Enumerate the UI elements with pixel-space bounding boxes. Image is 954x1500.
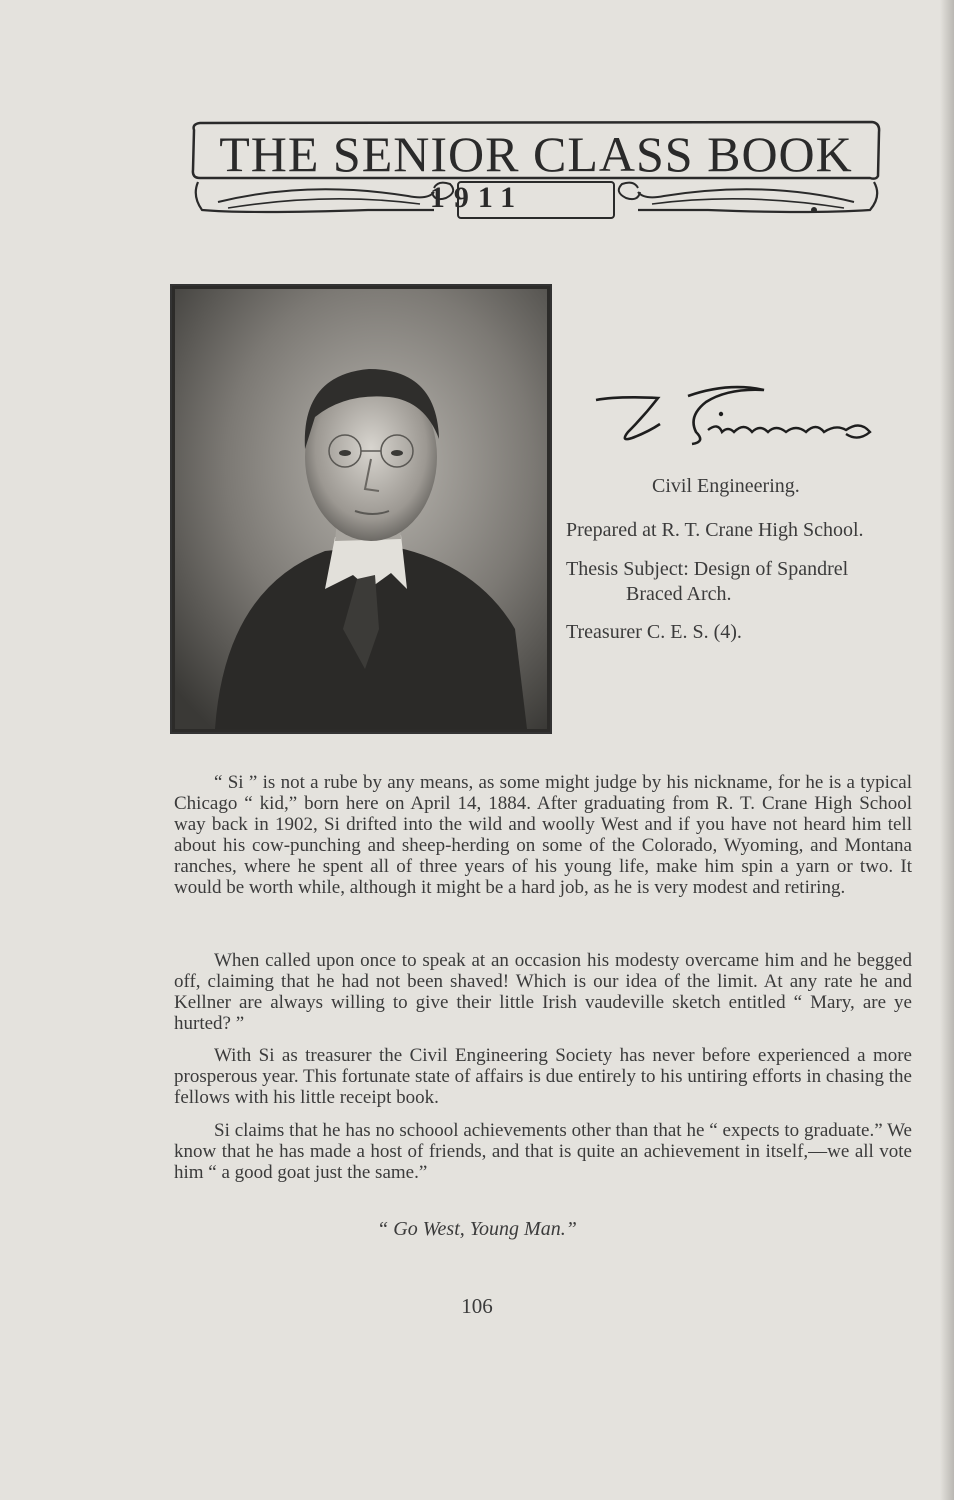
motto: “ Go West, Young Man.” bbox=[377, 1218, 577, 1240]
portrait-image bbox=[175, 289, 547, 729]
bio-paragraph-3 bbox=[174, 1045, 912, 1108]
bio-paragraph-3-text: With Si as treasurer the Civil Engineering Society has never before experienced a more prosperous year. This fortunate state of affairs is due entirely to his untiring efforts in chasing the fellows with his little receipt book. bbox=[174, 1045, 912, 1108]
bio-paragraph-4 bbox=[174, 1120, 912, 1183]
portrait-photo bbox=[170, 284, 552, 734]
bio-paragraph-4-text: Si claims that he has no schoool achievements other than that he “ expects to graduate.” We know that he has made a host of friends, and that is quite an achievement in itself,—we all vote him “ a good goat just the same.” bbox=[174, 1120, 912, 1183]
treasurer: Treasurer C. E. S. (4). bbox=[566, 621, 742, 643]
bio-paragraph-2-text: When called upon once to speak at an occasion his modesty overcame him and he begged off, claiming that he had not been shaved! Which is our idea of the limit. At any rate he and Kellner are always willing to give their little Irish vaudeville sketch entitled “ Mary, are ye hurted? ” bbox=[174, 950, 912, 1034]
thesis-subject-continued: Braced Arch. bbox=[626, 583, 732, 605]
header-title: THE SENIOR CLASS BOOK bbox=[219, 126, 853, 182]
bio-paragraph-1-text: “ Si ” is not a rube by any means, as some might judge by his nickname, for he is a typical Chicago “ kid,” born here on April 14, 1884. After graduating from R. T. Crane High School way back in 1902, Si drifted into the wild and woolly West and if you have not heard him tell about his cow-punching and sheep-herding on some of the Colorado, Wyoming, and Montana ranches, where he spent all of three years of his young life, make him spin a yarn or two. It would be worth while, although it might be a hard job, as he is very modest and retiring. bbox=[174, 772, 912, 898]
page-spine-shadow bbox=[940, 0, 954, 1500]
department: Civil Engineering. bbox=[652, 475, 800, 497]
bio-paragraph-1 bbox=[174, 772, 912, 898]
prepared-at: Prepared at R. T. Crane High School. bbox=[566, 519, 864, 541]
signature bbox=[588, 376, 878, 456]
thesis-subject: Thesis Subject: Design of Spandrel bbox=[566, 558, 849, 580]
bio-paragraph-2 bbox=[174, 950, 912, 1034]
header-year: 1911 bbox=[429, 181, 525, 214]
page-number: 106 bbox=[461, 1294, 493, 1318]
